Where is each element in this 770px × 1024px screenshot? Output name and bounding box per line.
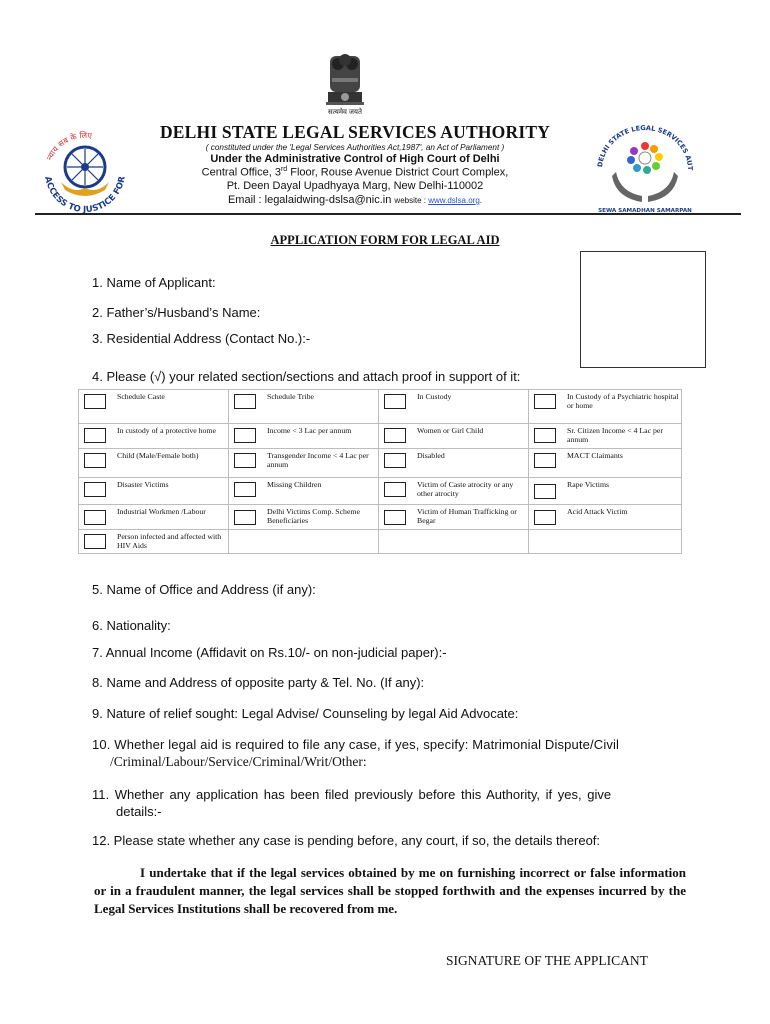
section-cell: Income < 3 Lac per annum — [229, 424, 379, 449]
sections-table — [78, 389, 682, 554]
checkbox[interactable] — [384, 510, 406, 525]
contact-line: Email : legalaidwing-dslsa@nic.in website : www.dslsa.org. — [227, 194, 483, 206]
checkbox[interactable] — [534, 428, 556, 443]
checkbox[interactable] — [384, 453, 406, 468]
checkbox[interactable] — [234, 394, 256, 409]
section-cell: Acid Attack Victim — [529, 505, 682, 530]
question-4: 4. Please (√) your related section/sections and attach proof in support of it: — [92, 369, 521, 384]
checkbox[interactable] — [384, 482, 406, 497]
section-cell: MACT Claimants — [529, 449, 682, 478]
section-cell: Sr. Citizen Income < 4 Lac per annum — [529, 424, 682, 449]
checkbox[interactable] — [234, 482, 256, 497]
checkbox[interactable] — [84, 482, 106, 497]
section-cell: Missing Children — [229, 478, 379, 505]
checkbox[interactable] — [84, 510, 106, 525]
website-link[interactable]: www.dslsa.org — [428, 196, 480, 205]
question-10-line-2: /Criminal/Labour/Service/Criminal/Writ/Other: — [110, 754, 367, 769]
photo-box — [580, 251, 706, 368]
question-12: 12. Please state whether any case is pending before, any court, if so, the details thereof: — [92, 833, 601, 848]
question-10: 10. Whether legal aid is required to file any case, if yes, specify: Matrimonial Dispute/Civil — [92, 737, 620, 752]
constituted-note: ( constituted under the 'Legal Services Authorities Act,1987', an Act of Parliament ) — [205, 143, 505, 152]
section-cell: Schedule Caste — [79, 390, 229, 424]
form-title: APPLICATION FORM FOR LEGAL AID — [270, 233, 500, 247]
question-1: 1. Name of Applicant: — [92, 275, 216, 290]
checkbox[interactable] — [234, 510, 256, 525]
undertaking-text: I undertake that if the legal services obtained by me on furnishing incorrect or false information or in a fraudulent manner, the legal services shall be stopped forthwith and the expenses incurred by the Legal Services Institutions shall be recovered from me. — [94, 865, 686, 916]
section-cell: Disaster Victims — [79, 478, 229, 505]
question-7: 7. Annual Income (Affidavit on Rs.10/- on non-judicial paper):- — [92, 645, 447, 660]
section-cell: In Custody — [379, 390, 529, 424]
question-5: 5. Name of Office and Address (if any): — [92, 582, 316, 597]
section-cell — [229, 530, 379, 554]
header-divider — [35, 213, 741, 215]
section-cell: Person infected and affected with HIV Aids — [79, 530, 229, 554]
section-cell — [379, 530, 529, 554]
section-cell: Child (Male/Female both) — [79, 449, 229, 478]
checkbox[interactable] — [384, 428, 406, 443]
checkbox[interactable] — [84, 394, 106, 409]
section-cell: Victim of Human Trafficking or Begar — [379, 505, 529, 530]
section-cell: Industrial Workmen /Labour — [79, 505, 229, 530]
control-note: Under the Administrative Control of High Court of Delhi — [210, 153, 500, 165]
section-cell: Women or Girl Child — [379, 424, 529, 449]
question-2: 2. Father’s/Husband’s Name: — [92, 305, 261, 320]
section-cell: Victim of Caste atrocity or any other atrocity — [379, 478, 529, 505]
section-cell: Rape Victims — [529, 478, 682, 505]
signature-label: SIGNATURE OF THE APPLICANT — [446, 953, 648, 968]
checkbox[interactable] — [384, 394, 406, 409]
checkbox[interactable] — [84, 428, 106, 443]
question-11-line-2: details:- — [116, 804, 162, 819]
svg-text:न्याय सब के लिए: न्याय सब के लिए — [45, 130, 93, 162]
checkbox[interactable] — [234, 453, 256, 468]
svg-text:ACCESS TO JUSTICE FOR ALL: ACCESS TO JUSTICE FOR — [42, 175, 128, 214]
section-cell: In custody of a protective home — [79, 424, 229, 449]
address-line-1: Central Office, 3rd Floor, Rouse Avenue District Court Complex, — [201, 166, 509, 179]
section-cell: Transgender Income < 4 Lac per annum — [229, 449, 379, 478]
question-3: 3. Residential Address (Contact No.):- — [92, 331, 311, 346]
checkbox[interactable] — [234, 428, 256, 443]
section-cell: In Custody of a Psychiatric hospital or home — [529, 390, 682, 424]
section-cell: Disabled — [379, 449, 529, 478]
svg-text:DELHI STATE LEGAL SERVICES AUT: DELHI STATE LEGAL SERVICES AUT — [596, 124, 695, 171]
question-9: 9. Nature of relief sought: Legal Advise/ Counseling by legal Aid Advocate: — [92, 706, 519, 721]
question-6: 6. Nationality: — [92, 618, 171, 633]
checkbox[interactable] — [84, 534, 106, 549]
checkbox[interactable] — [534, 510, 556, 525]
address-line-2: Pt. Deen Dayal Upadhyaya Marg, New Delhi-110002 — [226, 180, 484, 192]
section-cell: Delhi Victims Comp. Scheme Beneficiaries — [229, 505, 379, 530]
checkbox[interactable] — [534, 394, 556, 409]
logo-tagline: SEWA SAMADHAN SAMARPAN — [598, 208, 692, 214]
question-11: 11. Whether any application has been filed previously before this Authority, if yes, give — [92, 787, 612, 802]
checkbox[interactable] — [84, 453, 106, 468]
email-text: Email : legalaidwing-dslsa@nic.in — [227, 194, 392, 206]
checkbox[interactable] — [534, 484, 556, 499]
section-cell: Schedule Tribe — [229, 390, 379, 424]
section-cell — [529, 530, 682, 554]
question-8: 8. Name and Address of opposite party & Tel. No. (If any): — [92, 675, 425, 690]
checkbox[interactable] — [534, 453, 556, 468]
authority-title: DELHI STATE LEGAL SERVICES AUTHORITY — [159, 122, 551, 142]
emblem-caption: सत्यमेव जयते — [328, 108, 362, 116]
